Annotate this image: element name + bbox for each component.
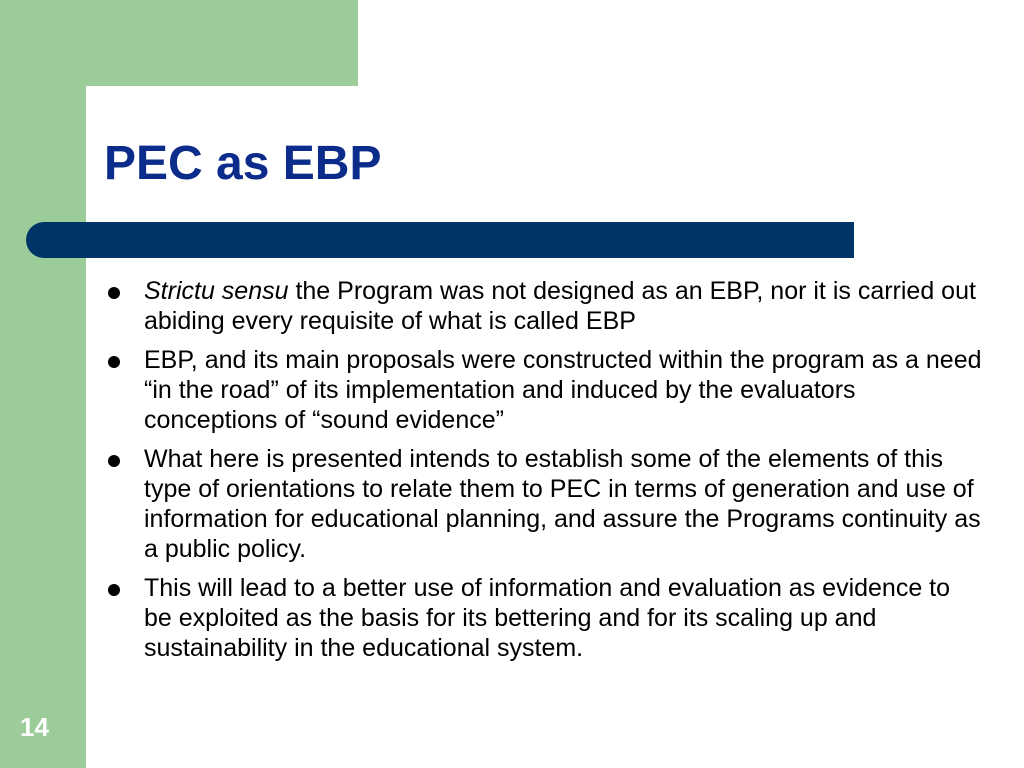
green-side-band: [0, 0, 86, 768]
bullet-text: the Program was not designed as an EBP, nor it is carried out abiding every requisite of what is called EBP: [144, 277, 976, 335]
bullet-list: [104, 276, 984, 672]
title-underline-bar: [26, 222, 854, 258]
slide-number: 14: [20, 712, 49, 742]
bullet-dot-icon: [108, 287, 120, 299]
bullet-italic-text: Strictu sensu: [144, 277, 289, 305]
bullet-item: [104, 345, 984, 435]
slide-title: PEC as EBP: [104, 137, 382, 190]
bullet-text: EBP, and its main proposals were constructed within the program as a need “in the road” of its implementation and induced by the evaluators conceptions of “sound evidence”: [144, 346, 982, 434]
bullet-text: What here is presented intends to establish some of the elements of this type of orientations to relate them to PEC in terms of generation and use of information for educational planning, and assure the Programs continuity as a public policy.: [144, 445, 981, 563]
bullet-dot-icon: [108, 584, 120, 596]
bullet-item: [104, 444, 984, 564]
bullet-item: [104, 573, 984, 663]
bullet-dot-icon: [108, 455, 120, 467]
bullet-item: [104, 276, 984, 336]
green-top-band: [0, 0, 358, 86]
bullet-text: This will lead to a better use of information and evaluation as evidence to be exploited as the basis for its bettering and for its scaling up and sustainability in the educational system.: [144, 574, 951, 662]
bullet-dot-icon: [108, 356, 120, 368]
